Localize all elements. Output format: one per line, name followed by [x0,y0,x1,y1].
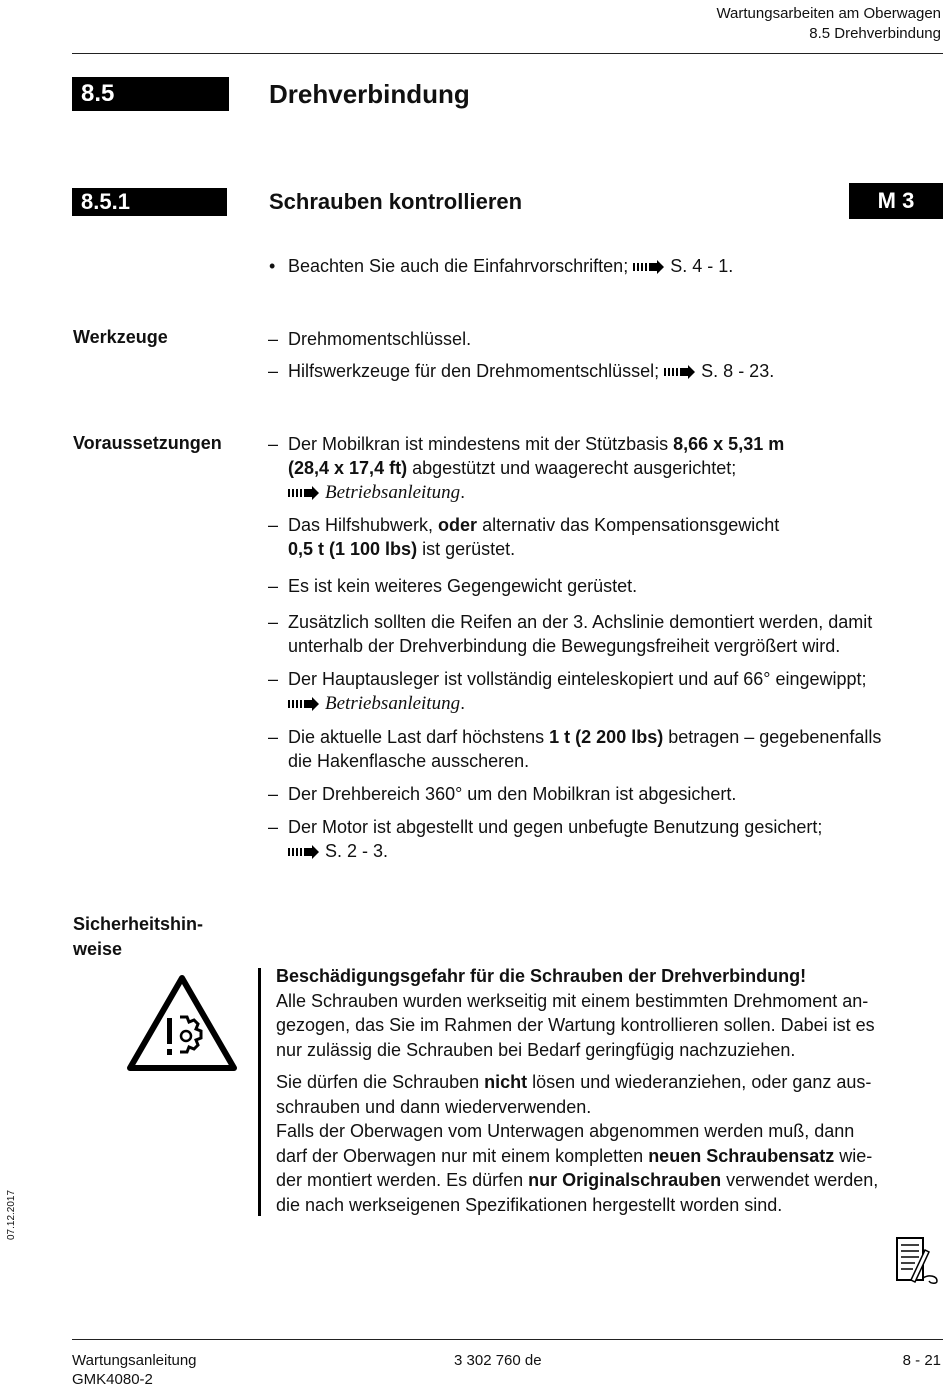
v4-line-2: unterhalb der Drehverbindung die Bewegungsfreiheit vergrößert wird. [288,636,841,656]
v6-line-2: die Hakenflasche ausscheren. [288,751,530,771]
warning-p3-line-1: Falls der Oberwagen vom Unterwagen abgenommen werden muß, dann [276,1121,855,1141]
warning-text [276,964,943,1217]
v1-bold-c: (28,4 x 17,4 ft) [288,458,408,478]
running-header [716,4,941,44]
side-date: 07.12.2017 [6,1189,17,1240]
warning-p1-line-3: nur zulässig die Schrauben bei Bedarf geringfügig nachzuziehen. [276,1039,796,1060]
subsection-title: Schrauben kontrollieren [269,189,523,214]
footer-manual-type: Wartungsanleitung [72,1352,197,1369]
footer-document-number: 3 302 760 de [454,1352,542,1369]
dash: – [268,784,279,804]
v1-text-a: Der Mobilkran ist mindestens mit der Stützbasis [288,434,674,454]
prerequisite-5: – Der Hauptausleger ist vollständig einteleskopiert und auf 66° eingewippt; Betriebsanleitung. [288,667,943,716]
warning-p3-d: der montiert werden. Es dürfen [276,1170,529,1190]
dash: – [268,669,279,689]
prerequisite-8 [268,815,943,863]
dash: – [268,434,279,454]
ref-arrow-icon [288,697,320,711]
warning-p3-bold-b: neuen Schraubensatz [648,1145,835,1166]
prerequisite-4 [268,610,943,658]
warning-p1-line-1: Alle Schrauben wurden werkseitig mit einem bestimmten Drehmoment an- [276,990,869,1011]
werkzeuge-item-2-text: Hilfswerkzeuge für den Drehmomentschlüssel; [288,361,660,381]
werkzeuge-label: Werkzeuge [73,327,168,347]
warning-p2-c: lösen und wiederanziehen, oder ganz aus- [527,1072,872,1092]
footer-rule [72,1339,943,1340]
v2-bold-d: 0,5 t (1 100 lbs) [288,539,418,559]
warning-p3-a: darf der Oberwagen nur mit einem kompletten [276,1145,649,1166]
dash: – [268,515,279,535]
intro-text: Beachten Sie auch die Einfahrvorschriften; [288,256,629,276]
prerequisite-2 [268,513,943,561]
header-chapter: Wartungsarbeiten am Oberwagen [716,5,941,22]
v4-line-1: Zusätzlich sollten die Reifen an der 3. Achslinie demontiert werden, damit [288,612,873,632]
bullet-dot: • [269,256,276,276]
header-rule [72,53,943,54]
v2-text-a: Das Hilfshubwerk, [288,515,439,535]
manual-checklist-icon [895,1236,941,1286]
section-title: Drehverbindung [269,79,470,109]
prerequisite-7 [268,782,943,806]
dash: – [268,612,279,632]
v1-ref[interactable]: Betriebsanleitung [325,482,461,503]
warning-bar [258,968,261,1216]
maintenance-badge: M 3 [849,183,943,219]
v3-text: Es ist kein weiteres Gegengewicht gerüstet. [288,576,638,596]
v2-text-c: alternativ das Kompensationsgewicht [477,515,780,535]
dash: – [268,576,279,596]
v6-text-c: betragen – gegebenenfalls [663,727,882,747]
ref-arrow-icon [288,845,320,859]
warning-p3-bold-e: nur Originalschrauben [528,1170,722,1190]
warning-p2-a: Sie dürfen die Schrauben [276,1072,485,1092]
werkzeuge-item-1 [268,327,943,351]
warning-p1-line-2: gezogen, das Sie im Rahmen der Wartung kontrollieren sollen. Dabei ist es [276,1015,875,1035]
v7-text: Der Drehbereich 360° um den Mobilkran ist abgesichert. [288,784,737,804]
werkzeuge-ref[interactable]: S. 8 - 23. [701,361,775,381]
warning-heading: Beschädigungsgefahr für die Schrauben der Drehverbindung! [276,966,807,986]
footer-page-number: 8 - 21 [902,1352,941,1369]
subsection-number: 8.5.1 [72,188,227,216]
safety-label [73,912,203,962]
v8-text: Der Motor ist abgestellt und gegen unbefugte Benutzung gesichert; [288,817,823,837]
footer-model: GMK4080-2 [72,1371,153,1388]
prerequisite-1: – Der Mobilkran ist mindestens mit der Stützbasis 8,66 x 5,31 m (28,4 x 17,4 ft) abgestützt und waagerecht ausgerichtet; Betriebsanleitung. [268,434,785,503]
intro-ref[interactable]: S. 4 - 1. [670,256,734,276]
safety-label-line-2: weise [73,939,123,959]
dash: – [268,817,279,837]
footer-left [72,1351,197,1389]
intro-bullet [269,254,943,278]
section-number: 8.5 [72,77,229,111]
safety-label-line-1: Sicherheitshin- [73,914,204,934]
warning-p3-line-4: die nach werkseigenen Spezifikationen hergestellt worden sind. [276,1194,783,1215]
header-section: 8.5 Drehverbindung [809,25,941,42]
dash: – [268,361,279,381]
v1-text-d: abgestützt und waagerecht ausgerichtet; [407,458,737,478]
warning-p3-f: verwendet werden, [721,1170,879,1190]
ref-arrow-icon [288,486,320,500]
v8-ref[interactable]: S. 2 - 3. [325,841,389,861]
v6-text-a: Die aktuelle Last darf höchstens [288,727,550,747]
ref-arrow-icon [633,260,665,274]
v5-ref[interactable]: Betriebsanleitung [325,693,461,714]
v5-text: Der Hauptausleger ist vollständig einteleskopiert und auf 66° eingewippt; [288,669,867,689]
werkzeuge-item-1-text: Drehmomentschlüssel. [288,329,472,349]
prerequisite-3 [268,574,943,598]
voraussetzungen-label: Voraussetzungen [73,433,222,453]
v2-bold-b: oder [438,515,478,535]
dash: – [268,329,279,349]
prerequisite-6 [268,725,943,773]
warning-p3-c: wie- [834,1145,873,1166]
warning-p2-bold: nicht [484,1072,528,1092]
ref-arrow-icon [664,365,696,379]
warning-damage-icon [124,972,240,1076]
warning-p2-line-2: schrauben und dann wiederverwenden. [276,1096,592,1117]
dash: – [268,727,279,747]
v1-bold-b: 8,66 x 5,31 m [673,434,785,454]
werkzeuge-item-2 [268,359,943,383]
v6-bold-b: 1 t (2 200 lbs) [549,727,664,747]
v2-text-e: ist gerüstet. [417,539,516,559]
